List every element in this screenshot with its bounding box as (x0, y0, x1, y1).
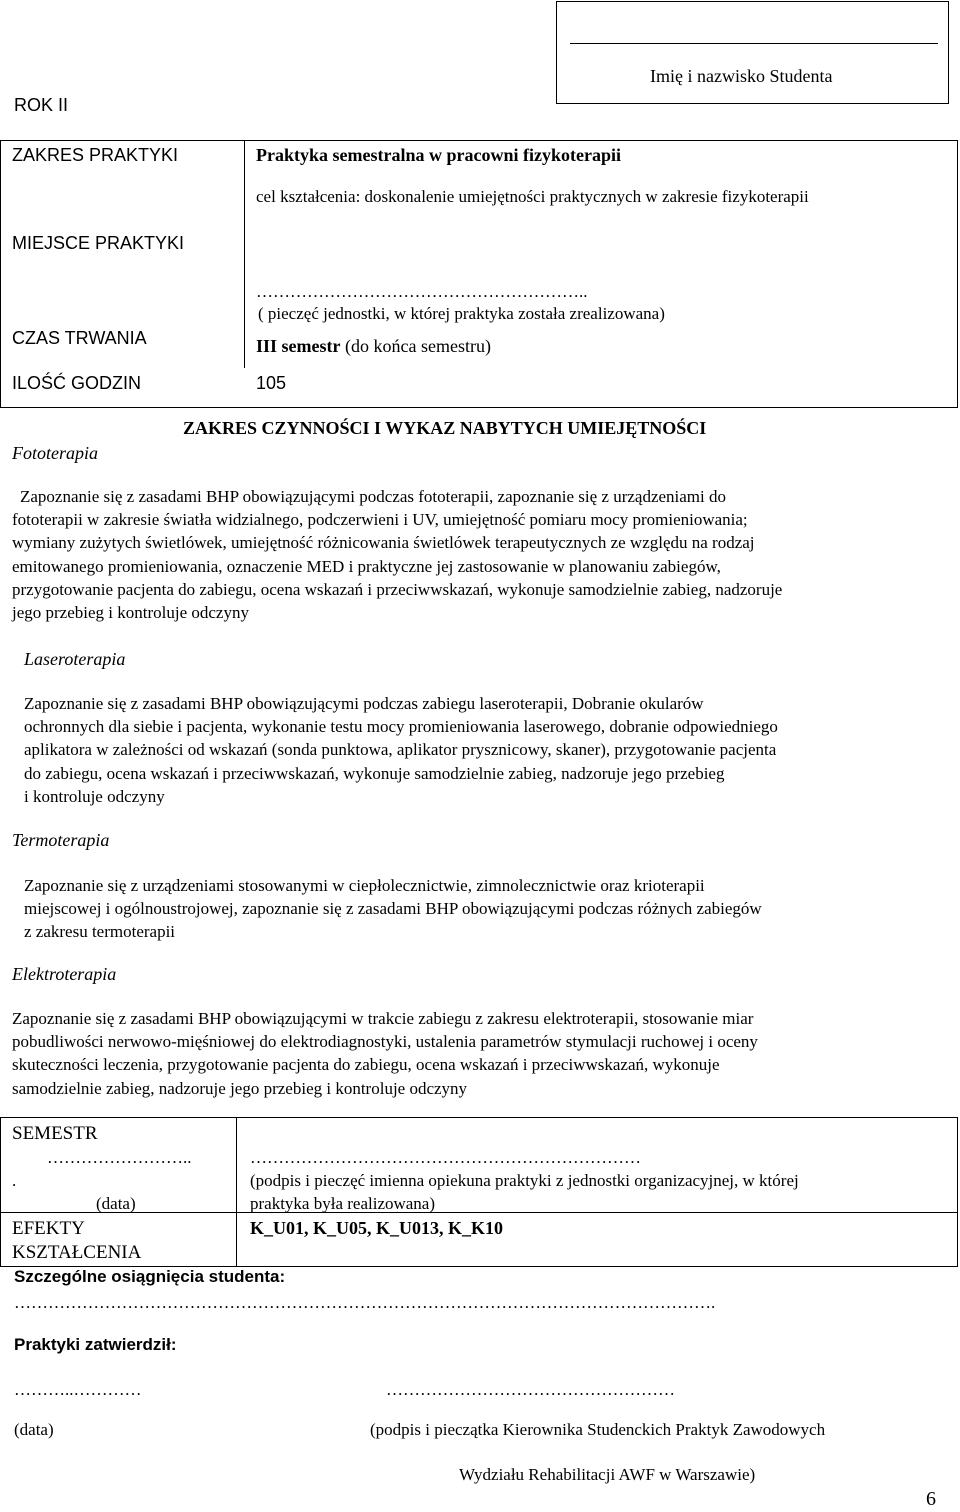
text-line: fototerapii w zakresie światła widzialnego, podczerwieni i UV, umiejętność pomiaru mocy promieniowania; (12, 510, 748, 530)
section-text-fototerapia (12, 485, 782, 624)
section-heading-termoterapia: Termoterapia (12, 830, 110, 850)
hours-label: ILOŚĆ GODZIN (12, 373, 142, 393)
section-text-termoterapia (24, 874, 762, 944)
text-line: przygotowanie pacjenta do zabiegu, ocena wskazań i przeciwwskazań, wykonuje samodzielnie zabieg, nadzoruje (12, 579, 783, 599)
page-number: 6 (926, 1488, 936, 1510)
text-line: i kontroluje odczyny (24, 786, 165, 806)
duration-value-semester: III semestr (256, 336, 341, 356)
section-title: ZAKRES CZYNNOŚCI I WYKAZ NABYTYCH UMIEJĘTNOŚCI (183, 418, 707, 438)
approved-sign-note-line1: (podpis i pieczątka Kierownika Studenckich Praktyk Zawodowych (370, 1420, 826, 1439)
student-name-line (570, 43, 938, 44)
effects-label-line2: KSZTAŁCENIA (12, 1242, 142, 1263)
info-table-right-border (957, 140, 958, 408)
footer-table-top-border (0, 1117, 958, 1118)
text-line: Zapoznanie się z urządzeniami stosowanymi w ciepłolecznictwie, zimnolecznictwie oraz krioterapii (24, 876, 705, 895)
approved-date-label: (data) (14, 1420, 54, 1439)
place-dots: ………………………………………………….. (256, 282, 588, 301)
footer-table-right-border (957, 1117, 958, 1267)
info-table-column-divider (244, 140, 245, 368)
section-text-elektroterapia (12, 1007, 758, 1100)
text-line: pobudliwości nerwowo-mięśniowej do elektrodiagnostyki, ustalenia parametrów stymulacji ruchowej i oceny (12, 1032, 758, 1052)
supervisor-note-line2: praktyka była realizowana) (250, 1194, 436, 1213)
achievements-dots: ……………………………………………………………………………………………………………. (14, 1293, 716, 1312)
section-text-laseroterapia (24, 692, 778, 808)
hours-value: 105 (256, 373, 287, 393)
text-line: Zapoznanie się z zasadami BHP obowiązującymi podczas zabiegu laseroterapii, Dobranie okularów (24, 694, 704, 713)
section-heading-laseroterapia: Laseroterapia (24, 649, 126, 669)
text-line: jego przebieg i kontroluje odczyny (12, 603, 249, 623)
semester-date-label: (data) (96, 1194, 136, 1213)
text-line: do zabiegu, ocena wskazań i przeciwwskazań, wykonuje samodzielnie zabieg, nadzoruje jego przebieg (24, 763, 725, 783)
text-line: aplikatora w zależności od wskazań (sonda punktowa, aplikator prysznicowy, skaner), przygotowanie pacjenta (24, 740, 777, 760)
text-line: Zapoznanie się z zasadami BHP obowiązującymi w trakcie zabiegu z zakresu elektroterapii, stosowanie miar (12, 1009, 754, 1028)
supervisor-dots: …………………………………………………………… (250, 1148, 641, 1167)
place-label: MIEJSCE PRAKTYKI (12, 233, 185, 253)
text-line: miejscowej i ogólnoustrojowej, zapoznanie się z zasadami BHP obowiązującymi podczas różnych zabiegów (24, 899, 762, 919)
text-line: samodzielnie zabieg, nadzoruje jego przebieg i kontroluje odczyny (12, 1078, 468, 1098)
info-table-bottom-border (0, 407, 958, 408)
effects-value: K_U01, K_U05, K_U013, K_K10 (250, 1218, 504, 1238)
semester-date-dot: . (12, 1171, 17, 1190)
info-table-top-border (0, 140, 958, 141)
approved-date-dots: ………..………… (14, 1380, 142, 1399)
text-line: skuteczności leczenia, przygotowanie pacjenta do zabiegu, ocena wskazań i przeciwwskazań, wykonuje (12, 1055, 720, 1075)
achievements-label: Szczególne osiągnięcia studenta: (14, 1267, 286, 1286)
text-line: wymiany zużytych świetlówek, umiejętność różnicowania świetlówek terapeutycznych ze względu na rodzaj (12, 533, 755, 553)
effects-label-line1: EFEKTY (12, 1218, 85, 1239)
stamp-note: ( pieczęć jednostki, w której praktyka została zrealizowana) (258, 304, 665, 323)
text-line: ochronnych dla siebie i pacjenta, wykonanie testu mocy promieniowania laserowego, dobranie odpowiedniego (24, 717, 778, 737)
footer-table-left-border (0, 1117, 1, 1267)
approved-label: Praktyki zatwierdził: (14, 1335, 177, 1354)
section-heading-elektroterapia: Elektroterapia (12, 964, 117, 984)
duration-value (256, 336, 491, 357)
year-label: ROK II (14, 95, 69, 115)
semester-date-dots: …………………….. (47, 1148, 192, 1167)
text-line: Zapoznanie się z zasadami BHP obowiązującymi podczas fototerapii, zapoznanie się z urządzeniami do (20, 487, 726, 506)
student-name-label: Imię i nazwisko Studenta (650, 66, 833, 86)
scope-value: Praktyka semestralna w pracowni fizykoterapii (256, 145, 621, 165)
section-heading-fototerapia: Fototerapia (12, 443, 98, 463)
duration-value-rest: (do końca semestru) (344, 336, 491, 356)
scope-label: ZAKRES PRAKTYKI (12, 145, 179, 165)
footer-table-row-divider (0, 1212, 958, 1213)
goal-text: cel kształcenia: doskonalenie umiejętności praktycznych w zakresie fizykoterapii (256, 187, 809, 206)
text-line: emitowanego promieniowania, oznaczenie MED i praktyczne jej zastosowanie w planowaniu zabiegów, (12, 556, 721, 576)
info-table-left-border (0, 140, 1, 408)
duration-label: CZAS TRWANIA (12, 328, 147, 348)
approved-sign-dots: …………………………………………… (386, 1380, 675, 1399)
student-name-box (556, 1, 949, 104)
approved-sign-note-line2: Wydziału Rehabilitacji AWF w Warszawie) (459, 1465, 756, 1484)
supervisor-note-line1: (podpis i pieczęć imienna opiekuna praktyki z jednostki organizacyjnej, w której (250, 1171, 799, 1190)
text-line: z zakresu termoterapii (24, 922, 176, 942)
footer-table-divider (236, 1117, 237, 1267)
semester-label: SEMESTR (12, 1123, 98, 1144)
